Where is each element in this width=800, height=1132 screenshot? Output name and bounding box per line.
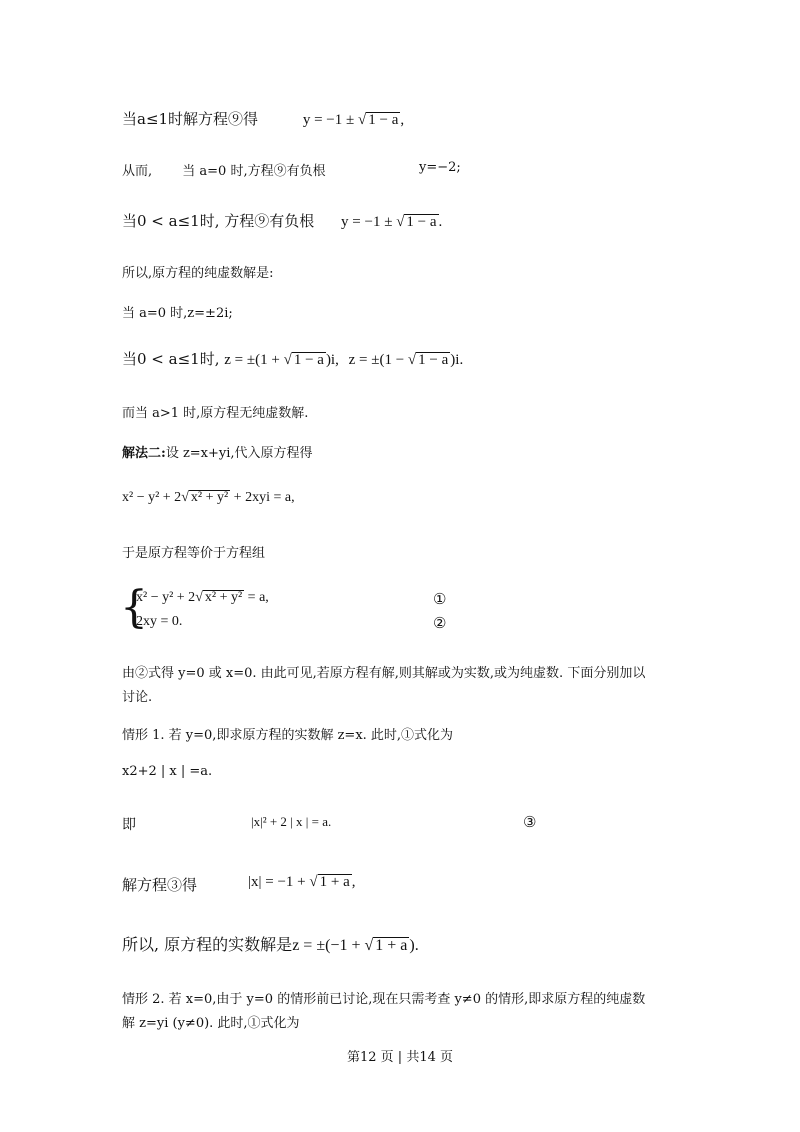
text: 所以, 原方程的实数解是 [122,935,293,954]
line-17b: 解 z=yi (y≠0). 此时,①式化为 [122,1016,300,1031]
line-15-equation: |x| = −1 + √ 1 + a , [248,874,356,890]
line-4: 所以,原方程的纯虚数解是: [122,266,274,281]
line-11b: 讨论. [122,690,153,705]
text: 当a≤1时解方程⑨得 [122,110,259,128]
line-11a: 由②式得 y=0 或 x=0. 由此可见,若原方程有解,则其解或为实数,或为纯虚数. 下面分别加以 [122,666,646,681]
line-16 [122,932,419,955]
equation-part: ). [409,937,419,954]
equation-part: z = ±(−1 + [292,937,365,954]
equation-part: , [400,112,405,128]
equation-marker-2: ② [433,614,447,632]
sqrt-radicand: 1 + a [319,874,350,890]
line-17a: 情形 2. 若 x=0,由于 y=0 的情形前已讨论,现在只需考查 y≠0 的情形,即求原方程的纯虚数 [122,992,646,1007]
page-footer: 第12 页 | 共14 页 [347,1050,453,1065]
equation: y = −1 ± √ 1 − a , [302,112,405,128]
line-2 [122,160,326,179]
equation-part: + 2xyi = a, [230,490,295,505]
sqrt-radicand: 1 − a [418,352,449,368]
equation: z = ±(−1 + √ 1 + a ). [292,937,419,954]
sqrt-radicand: 1 − a [368,112,399,128]
root-value: y=−2; [419,160,461,175]
line-9-equation: x² − y² + 2√ x² + y² + 2xyi = a, [122,490,295,505]
line-7: 而当 a>1 时,原方程无纯虚数解. [122,406,309,421]
equation-marker-1: ① [433,590,447,608]
line-14-label: 即 [122,817,136,833]
line-3 [122,210,442,231]
line-12: 情形 1. 若 y=0,即求原方程的实数解 z=x. 此时,①式化为 [122,728,454,743]
line-1 [122,108,404,129]
equation-part: z = ±(1 − [348,352,408,368]
line-13: x2+2 | x | =a. [122,764,213,779]
sqrt-radicand: 1 + a [375,937,408,954]
text: 当 a=0 时,方程⑨有负根 [182,164,326,179]
equation-part: y = −1 ± [302,112,358,128]
line-15-label: 解方程③得 [122,876,198,894]
equation-part: , [351,874,356,890]
equation-part: |x| = −1 + [248,874,310,890]
sqrt-radicand: 1 − a [406,214,437,230]
line-6 [122,348,463,369]
line-8 [122,442,313,461]
sqrt-radicand: 1 − a [293,352,324,368]
text: 当0 < a≤1时, 方程⑨有负根 [122,212,315,230]
system-eq-2: 2xy = 0. [136,614,183,629]
equation-part: )i. [450,352,464,368]
sqrt-radicand: x² + y² [190,490,229,505]
equation-part: x² − y² + 2 [136,590,196,605]
equation-marker-3: ③ [523,813,537,831]
sqrt-radicand: x² + y² [204,590,243,605]
equation-part: z = ±(1 + [224,352,284,368]
line-14-equation: |x|² + 2 | x | = a. [251,814,332,829]
equation-part: y = −1 ± [341,214,397,230]
equation-part: . [438,214,443,230]
equation-part: x² − y² + 2 [122,490,182,505]
line-5: 当 a=0 时,z=±2i; [122,306,233,321]
system-eq-1: x² − y² + 2√ x² + y² = a, [136,590,269,605]
equation-part: = a, [244,590,269,605]
text: 当0 < a≤1时, [122,350,220,368]
text: 从而, [122,164,153,179]
section-heading: 解法二: [122,446,166,461]
line-10: 于是原方程等价于方程组 [122,546,266,561]
left-brace: { [120,582,148,633]
text: 设 z=x+yi,代入原方程得 [165,446,313,461]
equation-part: )i, [325,352,339,368]
equation: y = −1 ± √ 1 − a . [341,214,443,230]
equation: z = ±(1 + √ 1 − a )i, z = ±(1 − √ 1 − a )i. [224,352,464,368]
